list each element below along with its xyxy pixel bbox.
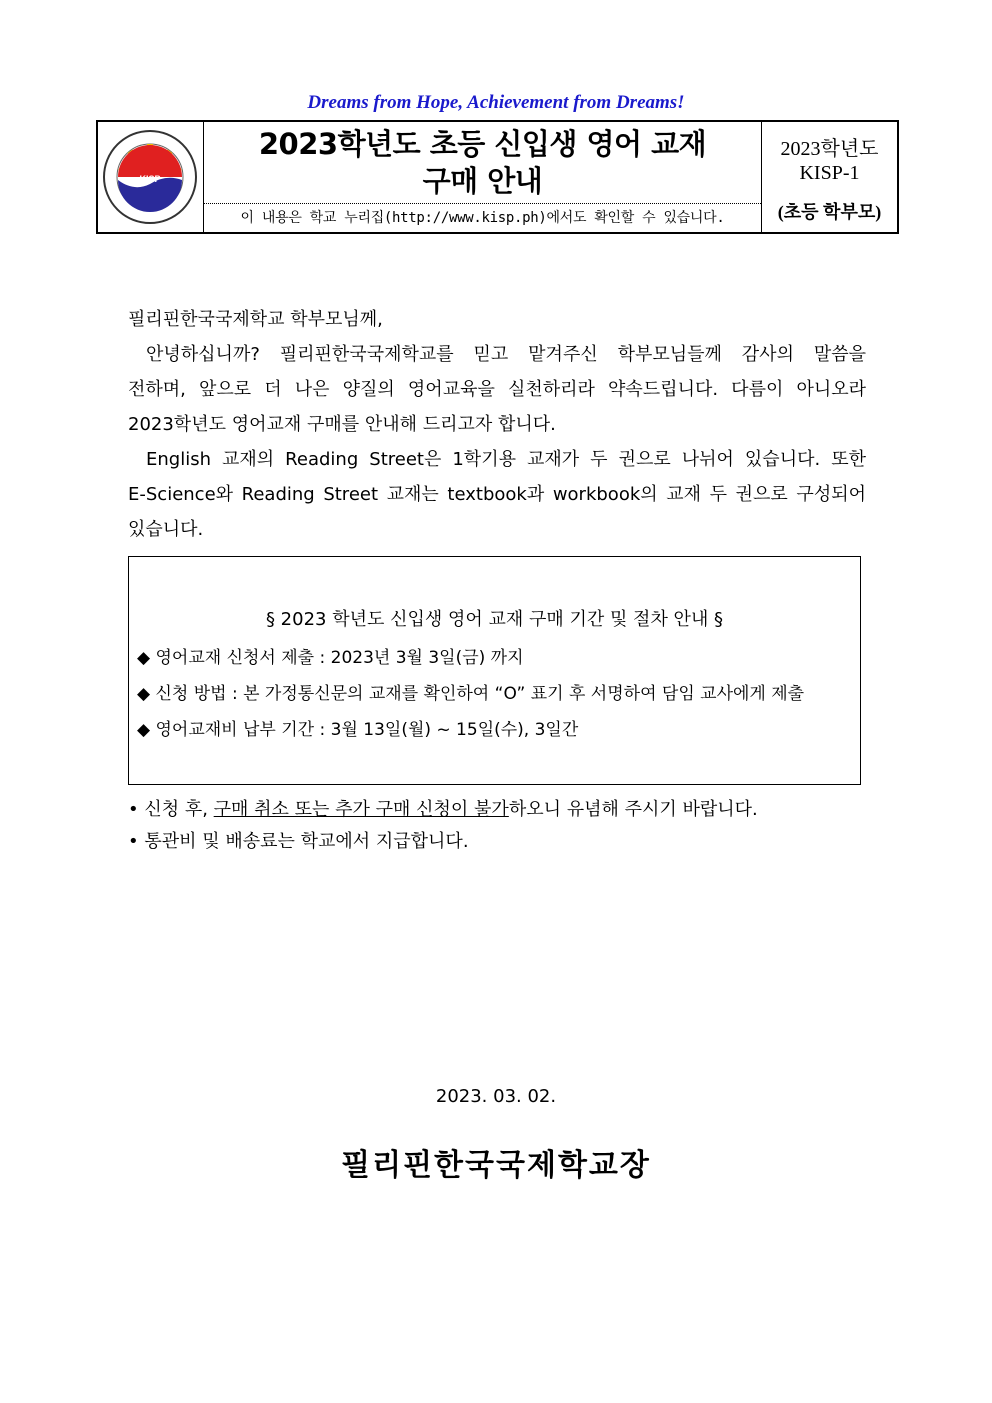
procedure-item: ◆ 신청 방법 : 본 가정통신문의 교재를 확인하여 “O” 표기 후 서명하여 담임 교사에게 제출	[137, 684, 805, 704]
body-line: English 교재의 Reading Street은 1학기용 교재가 두 권으로 나뉘어 있습니다. 또한	[146, 449, 866, 470]
document-title: 2023학년도 초등 신입생 영어 교재 구매 안내	[258, 127, 707, 198]
document-code: 2023학년도 KISP-1 (초등 학부모)	[777, 138, 882, 222]
body-line: 2023학년도 영어교재 구매를 안내해 드리고자 합니다.	[128, 414, 556, 435]
svg-text:KISP: KISP	[139, 174, 161, 184]
school-logo	[98, 122, 204, 232]
header-table	[96, 120, 899, 234]
procedure-item: ◆ 영어교재 신청서 제출 : 2023년 3월 3일(금) 까지	[137, 648, 524, 668]
website-note: 이 내용은 학교 누리집(http://www.kisp.ph)에서도 확인할 수 있습니다.	[240, 210, 725, 226]
diamond-bullet-icon: ◆	[137, 684, 151, 704]
body-line: 있습니다.	[128, 519, 204, 540]
diamond-bullet-icon: ◆	[137, 648, 151, 668]
diamond-bullet-icon: ◆	[137, 720, 151, 740]
body-line: E-Science와 Reading Street 교재는 textbook과 workbook의 교재 두 권으로 구성되어	[128, 484, 866, 505]
divider	[204, 203, 761, 204]
procedure-box	[128, 556, 861, 785]
procedure-item: ◆ 영어교재비 납부 기간 : 3월 13일(월) ~ 15일(수), 3일간	[137, 720, 579, 740]
box-title: § 2023 학년도 신입생 영어 교재 구매 기간 및 절차 안내 §	[265, 609, 724, 630]
body-line: 전하며, 앞으로 더 나은 양질의 영어교육을 실천하리라 약속드립니다. 다름이 아니오라	[128, 379, 866, 400]
signature: 필리핀한국국제학교장	[341, 1148, 651, 1183]
body-line: 안녕하십니까? 필리핀한국국제학교를 믿고 맡겨주신 학부모님들께 감사의 말씀을	[146, 344, 866, 365]
document-date: 2023. 03. 02.	[435, 1086, 557, 1107]
greeting: 필리핀한국국제학교 학부모님께,	[128, 309, 383, 330]
note-cancellation: • 신청 후, 구매 취소 또는 추가 구매 신청이 불가하오니 유념해 주시기 바랍니다.	[128, 799, 758, 820]
school-motto: Dreams from Hope, Achievement from Dreams!	[307, 92, 685, 113]
note-shipping: • 통관비 및 배송료는 학교에서 지급합니다.	[128, 831, 469, 852]
